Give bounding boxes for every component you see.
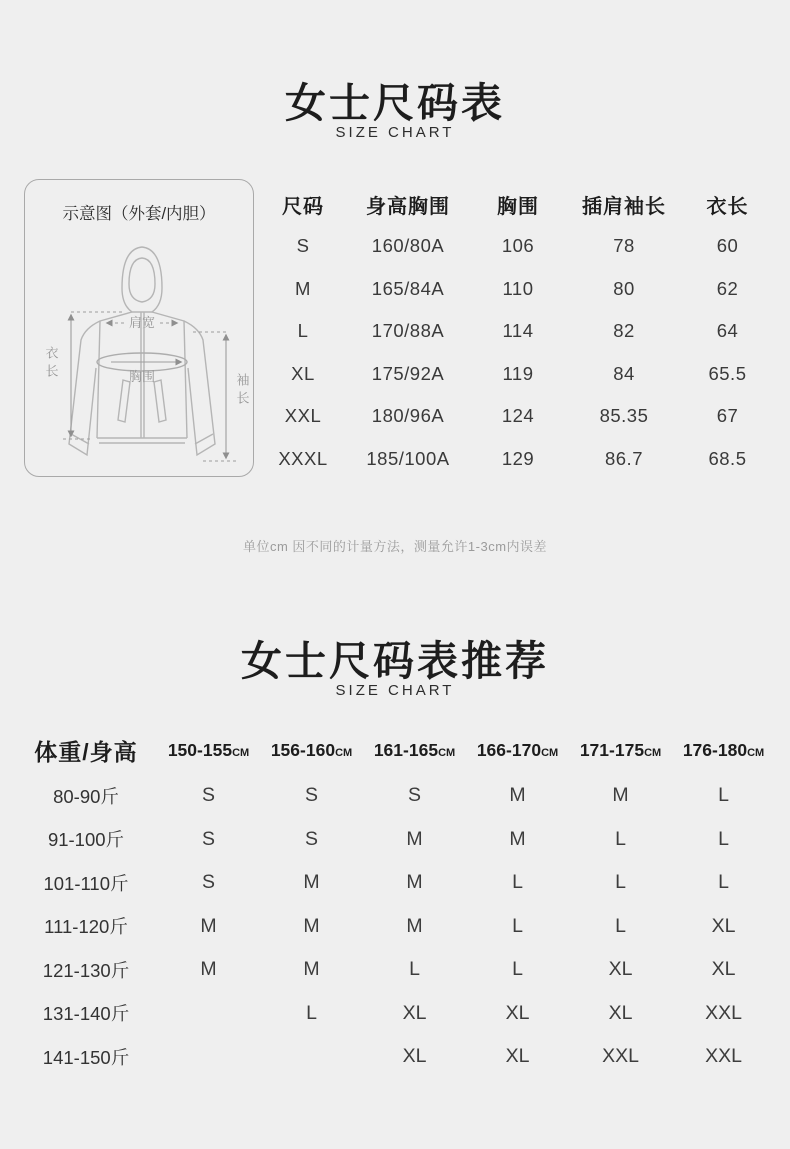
size-table-cell: 82 bbox=[613, 320, 635, 342]
size-table-column-header: 衣长 bbox=[706, 195, 749, 218]
recommended-size-cell: XL bbox=[505, 1001, 530, 1024]
recommended-size-cell: L bbox=[615, 871, 626, 894]
recommended-size-cell: XXL bbox=[705, 1001, 742, 1024]
recommended-size-cell: M bbox=[303, 871, 320, 894]
diagram-title: 示意图（外套/内胆） bbox=[62, 205, 216, 223]
height-range: 171-175 bbox=[579, 740, 645, 760]
height-range-header bbox=[157, 726, 260, 774]
recommend-subtitle: SIZE CHART bbox=[335, 682, 455, 699]
height-unit: CM bbox=[232, 747, 250, 759]
recommended-size-cell: L bbox=[615, 827, 626, 850]
height-range: 156-160 bbox=[270, 740, 336, 760]
recommended-size-cell: S bbox=[201, 871, 215, 894]
weight-row-label: 111-120斤 bbox=[44, 916, 128, 938]
height-range-header bbox=[363, 726, 466, 774]
weight-row-label: 91-100斤 bbox=[47, 829, 125, 851]
size-recommendation-table bbox=[15, 726, 775, 1079]
jacket-outline bbox=[69, 247, 215, 455]
size-table-cell: 119 bbox=[502, 362, 534, 384]
size-table-cell: 165/84A bbox=[371, 277, 445, 299]
weight-row-label: 80-90斤 bbox=[53, 785, 119, 807]
weight-row-label: 121-130斤 bbox=[42, 959, 130, 981]
recommended-size-cell bbox=[157, 992, 260, 1036]
recommended-size-cell: M bbox=[200, 914, 217, 937]
height-unit: CM bbox=[438, 747, 456, 759]
height-unit: CM bbox=[541, 747, 559, 759]
height-range: 176-180 bbox=[682, 740, 748, 760]
size-table-cell: 78 bbox=[613, 235, 635, 257]
size-table-cell: 185/100A bbox=[366, 447, 450, 469]
recommended-size-cell: XL bbox=[608, 958, 633, 981]
size-table-cell: 62 bbox=[716, 277, 739, 299]
size-table-column-header: 插肩袖长 bbox=[582, 195, 666, 218]
recommended-size-cell: L bbox=[409, 958, 420, 981]
size-table-column-header: 尺码 bbox=[282, 195, 324, 218]
size-table-cell: 180/96A bbox=[371, 405, 445, 427]
recommended-size-cell: L bbox=[718, 871, 729, 894]
size-table-row-label: L bbox=[297, 320, 309, 342]
height-range-header bbox=[466, 726, 569, 774]
size-table-cell: 60 bbox=[716, 235, 739, 257]
recommended-size-cell bbox=[260, 1035, 363, 1079]
recommended-size-cell: L bbox=[512, 871, 523, 894]
height-unit: CM bbox=[644, 747, 662, 759]
height-range-header bbox=[569, 726, 672, 774]
page-title: 女士尺码表 bbox=[285, 80, 505, 126]
shoulder-width-label: 肩宽 bbox=[128, 315, 156, 330]
recommend-title: 女士尺码表推荐 bbox=[241, 638, 549, 684]
size-table-row-label: XXL bbox=[284, 405, 322, 427]
sleeve-length-label: 袖长 bbox=[234, 373, 250, 409]
height-unit: CM bbox=[747, 747, 765, 759]
size-table-cell: 110 bbox=[502, 277, 534, 299]
size-table-cell: 67 bbox=[716, 405, 739, 427]
recommended-size-cell: M bbox=[612, 784, 629, 807]
measurement-tolerance-note: 单位cm 因不同的计量方法，测量允许1-3cm内误差 bbox=[242, 539, 548, 554]
size-table-row-label: M bbox=[295, 277, 311, 299]
page-subtitle: SIZE CHART bbox=[335, 124, 455, 141]
recommended-size-cell: L bbox=[512, 914, 523, 937]
weight-row-label: 141-150斤 bbox=[42, 1046, 130, 1068]
size-table-cell: 65.5 bbox=[708, 362, 747, 384]
size-measurement-table bbox=[263, 183, 770, 480]
jacket-measure-diagram-icon bbox=[25, 228, 255, 473]
recommended-size-cell: S bbox=[304, 784, 318, 807]
recommended-size-cell: XXL bbox=[705, 1045, 742, 1068]
size-table-cell: 124 bbox=[501, 405, 535, 427]
recommended-size-cell: L bbox=[512, 958, 523, 981]
recommended-size-cell: XXL bbox=[602, 1045, 639, 1068]
size-table-cell: 86.7 bbox=[604, 447, 643, 469]
recommended-size-cell: M bbox=[406, 827, 423, 850]
recommended-size-cell: M bbox=[303, 958, 320, 981]
size-table-cell: 68.5 bbox=[708, 447, 747, 469]
size-table-cell: 129 bbox=[501, 447, 535, 469]
height-range: 150-155 bbox=[167, 740, 233, 760]
height-range: 166-170 bbox=[476, 740, 542, 760]
recommended-size-cell: S bbox=[201, 827, 215, 850]
size-table-row-label: S bbox=[296, 235, 310, 257]
weight-height-corner-header: 体重/身高 bbox=[34, 738, 138, 765]
size-table-column-header: 身高胸围 bbox=[366, 195, 450, 218]
size-table-cell: 84 bbox=[613, 362, 635, 384]
weight-row-label: 131-140斤 bbox=[42, 1003, 130, 1025]
size-table-row-label: XL bbox=[291, 362, 315, 384]
chest-label: 胸围 bbox=[128, 369, 156, 384]
height-unit: CM bbox=[335, 747, 353, 759]
garment-length-label: 衣长 bbox=[43, 346, 59, 382]
recommended-size-cell: XL bbox=[402, 1045, 427, 1068]
size-table-cell: 80 bbox=[613, 277, 635, 299]
size-table-cell: 106 bbox=[501, 235, 535, 257]
size-table-column-header: 胸围 bbox=[497, 195, 539, 218]
recommended-size-cell: XL bbox=[402, 1001, 427, 1024]
recommended-size-cell: L bbox=[718, 784, 729, 807]
recommended-size-cell: M bbox=[303, 914, 320, 937]
height-range-header bbox=[260, 726, 363, 774]
size-table-cell: 170/88A bbox=[371, 320, 445, 342]
recommended-size-cell: M bbox=[406, 914, 423, 937]
jacket-diagram-box bbox=[24, 179, 254, 477]
recommended-size-cell: S bbox=[407, 784, 421, 807]
recommended-size-cell: S bbox=[201, 784, 215, 807]
size-table-row-label: XXXL bbox=[278, 447, 328, 469]
size-table-cell: 175/92A bbox=[371, 362, 445, 384]
height-range-header bbox=[672, 726, 775, 774]
recommended-size-cell: XL bbox=[711, 958, 736, 981]
size-table-cell: 114 bbox=[502, 320, 534, 342]
size-table-cell: 160/80A bbox=[371, 235, 445, 257]
recommended-size-cell: L bbox=[718, 827, 729, 850]
recommended-size-cell: M bbox=[509, 784, 526, 807]
height-range: 161-165 bbox=[373, 740, 439, 760]
recommended-size-cell: XL bbox=[505, 1045, 530, 1068]
recommended-size-cell: XL bbox=[711, 914, 736, 937]
recommended-size-cell: M bbox=[200, 958, 217, 981]
recommended-size-cell: XL bbox=[608, 1001, 633, 1024]
recommended-size-cell: S bbox=[304, 827, 318, 850]
recommended-size-cell bbox=[157, 1035, 260, 1079]
weight-row-label: 101-110斤 bbox=[43, 872, 129, 894]
recommended-size-cell: L bbox=[306, 1001, 317, 1024]
size-table-cell: 85.35 bbox=[599, 405, 649, 427]
recommended-size-cell: M bbox=[509, 827, 526, 850]
recommended-size-cell: M bbox=[406, 871, 423, 894]
size-table-cell: 64 bbox=[716, 320, 739, 342]
recommended-size-cell: L bbox=[615, 914, 626, 937]
